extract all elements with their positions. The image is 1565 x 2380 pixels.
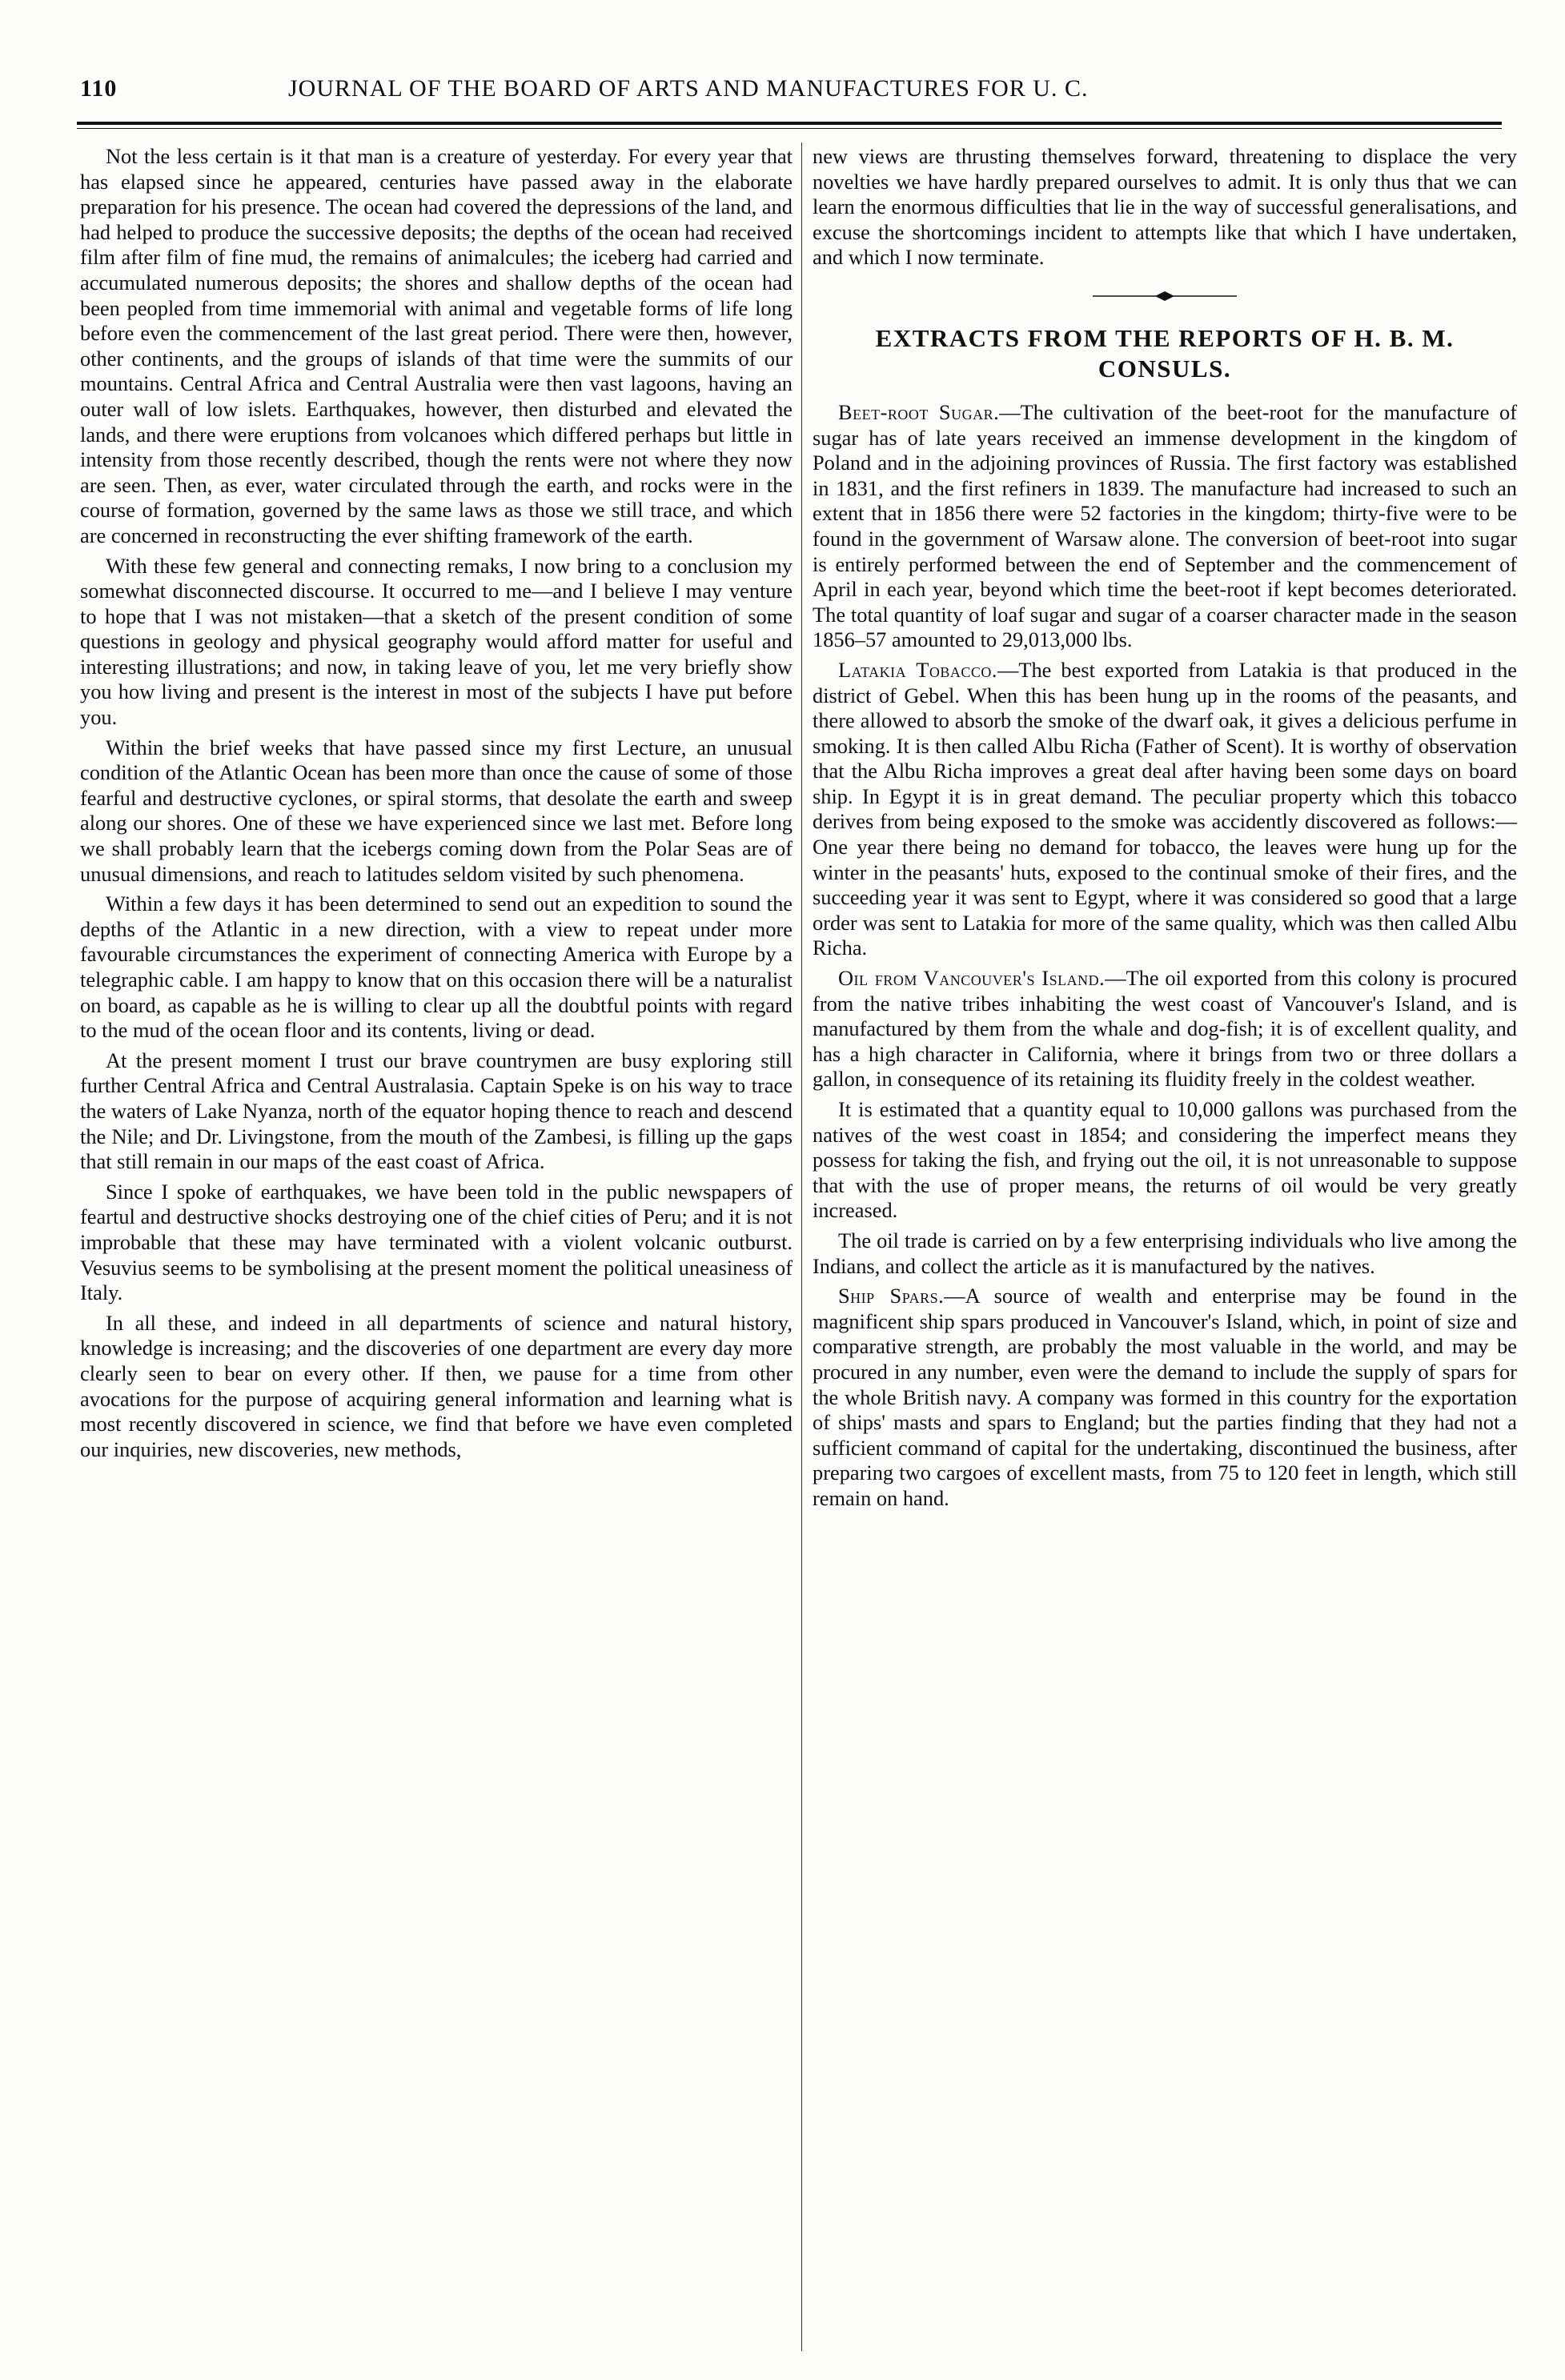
entry-vancouver-oil xyxy=(813,966,1517,1092)
entry-heading: Beet-root Sugar. xyxy=(838,399,1000,424)
paragraph: Not the less certain is it that man is a creature of yesterday. For every year that has elapsed since he appeared, centuries have passed away in the elaborate preparation for his presence. The ocean had covered the depressions of the land, and had helped to produce the successive deposits; the depths of the ocean had received film after film of fine mud, the remains of animalcules; the iceberg had carried and accumulated numerous deposits; the shores and shallow depths of the ocean had been peopled from time immemorial with animal and vegetable forms of life long before even the commencement of the last great period. There were then, however, other continents, and the groups of islands of that time were the summits of our mountains. Central Africa and Central Australia were then vast lagoons, having an outer wall of low islets. Earthquakes, however, then disturbed and elevated the lands, and there were eruptions from volcanoes which differed perhaps but little in intensity from those recently described, though the rents were not where they now are seen. Then, as ever, water circulated through the earth, and rocks were in the course of formation, governed by the same laws as those we still trace, and which are concerned in reconstructing the ever shifting framework of the earth. xyxy=(80,144,793,547)
entry-text: —The oil exported from this colony is procured from the native tribes inhabiting the west coast of Vancouver's Island, and is manufactured by them from the whale and dog-fish; it is of excellent quality, and has a high character in California, where it brings from two or three dollars a gallon, in consequence of its retaining its fluidity freely in the coldest weather. xyxy=(813,966,1517,1092)
entry-heading: Ship Spars. xyxy=(838,1284,945,1308)
entry-text: —The cultivation of the beet-root for the manufacture of sugar has of late years received an immense development in the kingdom of Poland and in the adjoining provinces of Russia. The first factory was established in 1831, and the first refiners in 1839. The manufacture had increased to such an extent that in 1856 there were 52 factories in the kingdom; thirty-five were to be found in the government of Warsaw alone. The conversion of beet-root into sugar is entirely performed between the end of September and the commencement of April in each year, beyond which time the beet-root if kept becomes deteriorated. The total quantity of loaf sugar and sugar of a coarser character made in the season 1856–57 amounted to 29,013,000 lbs. xyxy=(813,399,1517,652)
page-header xyxy=(80,75,1329,110)
paragraph: At the present moment I trust our brave countrymen are busy exploring still further Central Africa and Central Australasia. Captain Speke is on his way to trace the waters of Lake Nyanza, north of the equator hoping thence to reach and descend the Nile; and Dr. Livingstone, from the mouth of the Zambesi, is filling up the gaps that still remain in our maps of the east coast of Africa. xyxy=(80,1048,793,1174)
paragraph: Within the brief weeks that have passed since my first Lecture, an unusual condition of the Atlantic Ocean has been more than once the cause of some of those fearful and destructive cyclones, or spiral storms, that desolate the earth and sweep along our shores. One of these we have experienced since we last met. Before long we shall probably learn that the icebergs coming down from the Polar Seas are of unusual dimensions, and reach to latitudes seldom visited by such phenomena. xyxy=(80,735,793,886)
entry-latakia-tobacco xyxy=(813,658,1517,961)
continuation-paragraph: new views are thrusting themselves forward, threatening to displace the very novelties we have hardly prepared ourselves to admit. It is only thus that we can learn the enormous difficulties that lie in the way of successful generalisations, and excuse the shortcomings incident to attempts like that which I have undertaken, and which I now terminate. xyxy=(813,144,1517,270)
paragraph: With these few general and connecting remaks, I now bring to a conclusion my somewhat disconnected discourse. It occurred to me—and I believe I may venture to hope that I was not mistaken—that a sketch of the present condition of some questions in geology and physical geography would afford matter for useful and interesting illustrations; and now, in taking leave of you, let me very briefly show you how living and present is the interest in most of the subjects I have put before you. xyxy=(80,553,793,730)
right-column xyxy=(813,144,1517,1517)
paragraph: Since I spoke of earthquakes, we have been told in the public newspapers of feartul and destructive shocks destroying one of the chief cities of Peru; and it is not improbable that these may have terminated with a violent volcanic outburst. Vesuvius seems to be symbolising at the present moment the political uneasiness of Italy. xyxy=(80,1179,793,1305)
entry-ship-spars xyxy=(813,1284,1517,1511)
page-number: 110 xyxy=(80,75,118,102)
left-column xyxy=(80,144,793,1467)
entry-text: It is estimated that a quantity equal to 10,000 gallons was purchased from the natives of the west coast in 1854; and considering the imperfect means they possess for taking the fish, and frying out the oil, it is not unreasonable to suppose that with the use of proper means, the returns of oil would be very greatly increased. xyxy=(813,1097,1517,1223)
section-divider-ornament-icon xyxy=(1093,290,1237,303)
paragraph: Within a few days it has been determined to send out an expedition to sound the depths of the Atlantic in a new direction, with a view to repeat under more favourable circumstances the experiment of connecting America with Europe by a telegraphic cable. I am happy to know that on this occasion there will be a naturalist on board, as capable as he is willing to clear up all the doubtful points with regard to the mud of the ocean floor and its contents, living or dead. xyxy=(80,891,793,1043)
entry-heading: Oil from Vancouver's Island. xyxy=(838,966,1106,991)
entry-oil-trade xyxy=(813,1228,1517,1279)
entry-text: —A source of wealth and enterprise may be found in the magnificent ship spars produced in Vancouver's Island, which, in point of size and comparative strength, are probably the most valuable in the world, and may be procured in any number, even were the demand to include the supply of spars for the whole British navy. A company was formed in this country for the exportation of ships' masts and spars to England; but the parties finding that they had not a sufficient command of capital for the undertaking, discontinued the business, after preparing two cargoes of excellent masts, from 75 to 120 feet in length, which still remain on hand. xyxy=(813,1284,1517,1510)
header-rule-thin xyxy=(77,128,1502,129)
section-title: EXTRACTS FROM THE REPORTS OF H. B. M. CONSULS. xyxy=(875,323,1455,383)
column-divider xyxy=(801,142,802,2351)
entry-text: The oil trade is carried on by a few enterprising individuals who live among the Indians, and collect the article as it is manufactured by the natives. xyxy=(813,1228,1517,1278)
entry-oil-estimate xyxy=(813,1097,1517,1224)
header-rule-thick xyxy=(77,122,1502,125)
paragraph: In all these, and indeed in all departments of science and natural history, knowledge is increasing; and the discoveries of one department are every day more clearly seen to bear on every other. If then, we pause for a time from other avocations for the purpose of acquiring general information and learning what is most recently discovered in science, we find that before we have even completed our inquiries, new discoveries, new methods, xyxy=(80,1310,793,1461)
entry-text: —The best exported from Latakia is that produced in the district of Gebel. When this has been hung up in the rooms of the peasants, and there allowed to absorb the smoke of the dwarf oak, it gives a delicious perfume in smoking. It is then called Albu Richa (Father of Scent). It is worthy of observation that the Albu Richa improves a great deal after having been some days on board ship. In Egypt it is in great demand. The peculiar property which this tobacco derives from being exposed to the smoke was accidently discovered as follows:—One year there being no demand for tobacco, the leaves were hung up for the winter in the peasants' huts, exposed to the continual smoke of their fires, and the succeeding year it was sent to Egypt, where it was considered so good that a large order was sent to Latakia for more of the same quality, which was then called Albu Richa. xyxy=(813,657,1517,960)
running-head: JOURNAL OF THE BOARD OF ARTS AND MANUFACTURES FOR U. C. xyxy=(288,75,1089,102)
entry-heading: Latakia Tobacco. xyxy=(838,657,997,682)
entry-beet-root-sugar xyxy=(813,400,1517,653)
